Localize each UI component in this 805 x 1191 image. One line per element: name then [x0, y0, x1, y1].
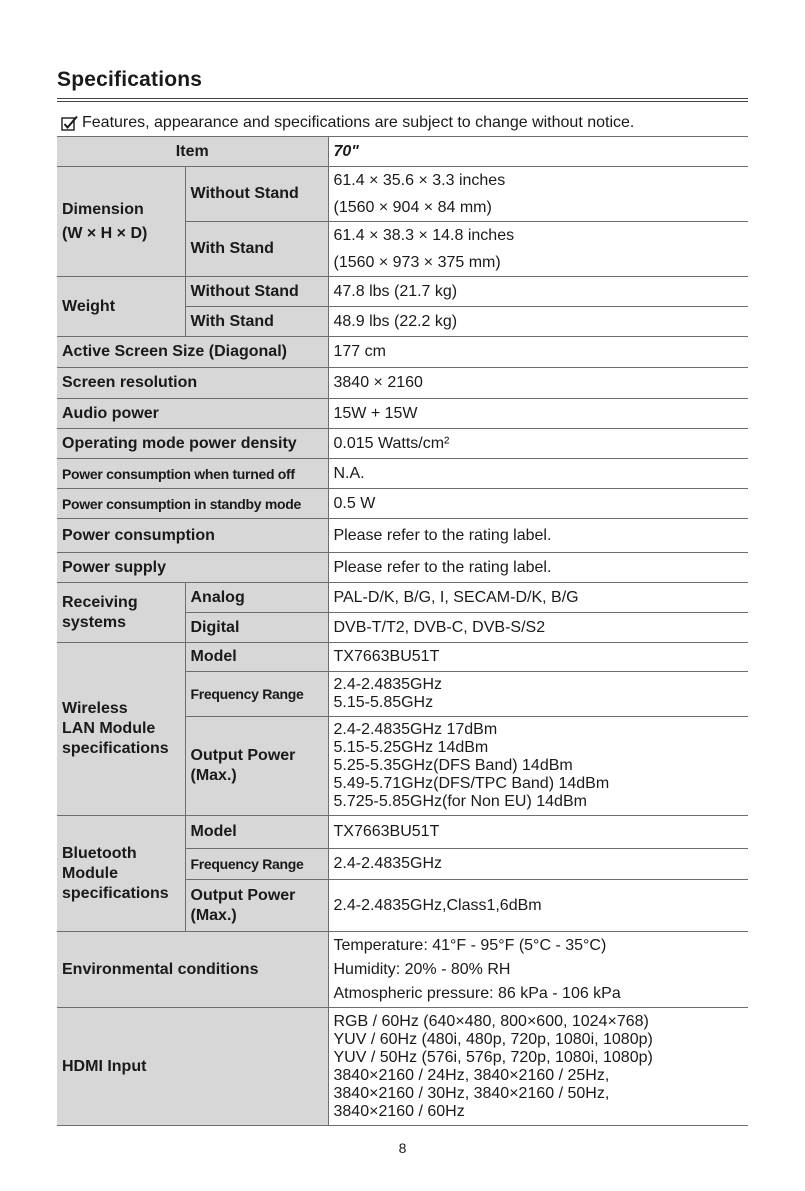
hdmi-value	[328, 1008, 748, 1126]
bluetooth-label-line3: specifications	[62, 884, 169, 902]
bluetooth-model-label: Model	[185, 816, 328, 849]
table-row	[57, 167, 748, 222]
dimension-with-stand-line1: 61.4 × 38.3 × 14.8 inches	[333, 227, 515, 244]
bluetooth-frequency-label: Frequency Range	[185, 849, 328, 880]
weight-without-stand-value: 47.8 lbs (21.7 kg)	[328, 277, 748, 307]
receiving-analog-label: Analog	[185, 583, 328, 613]
dimension-label-line2: (W × H × D)	[62, 224, 148, 242]
wireless-label-line1: Wireless	[62, 700, 128, 717]
notice-text: Features, appearance and specifications are subject to change without notice.	[82, 114, 635, 131]
weight-without-stand-label: Without Stand	[185, 277, 328, 307]
table-row	[57, 277, 748, 307]
hdmi-line: YUV / 60Hz (480i, 480p, 720p, 1080i, 1080p)	[333, 1030, 653, 1048]
active-screen-label: Active Screen Size (Diagonal)	[57, 337, 328, 368]
table-row	[57, 519, 748, 553]
table-row	[57, 337, 748, 368]
weight-with-stand-label: With Stand	[185, 307, 328, 337]
table-header-row	[57, 137, 748, 167]
table-row	[57, 1008, 748, 1126]
power-consumption-label: Power consumption	[57, 519, 328, 553]
dimension-without-stand-line1: 61.4 × 35.6 × 3.3 inches	[333, 172, 506, 189]
bluetooth-output-label-line1: Output Power	[190, 886, 296, 904]
notice	[61, 114, 634, 132]
dimension-without-stand-label: Without Stand	[185, 167, 328, 222]
audio-power-value: 15W + 15W	[328, 399, 748, 429]
dimension-with-stand-line2: (1560 × 973 × 375 mm)	[333, 254, 501, 271]
power-consumption-value: Please refer to the rating label.	[328, 519, 748, 553]
table-row	[57, 583, 748, 613]
hdmi-line: RGB / 60Hz (640×480, 800×600, 1024×768)	[333, 1012, 649, 1030]
page-number: 8	[398, 1140, 407, 1156]
wireless-output-line: 5.15-5.25GHz 14dBm	[333, 739, 489, 756]
dimension-without-stand-line2: (1560 × 904 × 84 mm)	[333, 199, 492, 216]
page-title: Specifications	[57, 68, 203, 91]
receiving-label-line1: Receiving	[62, 593, 138, 611]
weight-with-stand-value: 48.9 lbs (22.2 kg)	[328, 307, 748, 337]
header-item: Item	[57, 137, 328, 167]
bluetooth-label-line1: Bluetooth	[62, 844, 137, 862]
table-row	[57, 489, 748, 519]
dimension-with-stand-label: With Stand	[185, 222, 328, 277]
checkbox-checked-icon	[61, 115, 79, 131]
wireless-output-label-line2: (Max.)	[190, 767, 237, 784]
hdmi-line: 3840×2160 / 30Hz, 3840×2160 / 50Hz,	[333, 1084, 610, 1102]
operating-density-value: 0.015 Watts/cm²	[328, 429, 748, 459]
title-divider	[57, 98, 748, 102]
wireless-frequency-label: Frequency Range	[185, 672, 328, 717]
wireless-output-label	[185, 717, 328, 816]
dimension-label-line1: Dimension	[62, 200, 144, 218]
receiving-analog-value: PAL-D/K, B/G, I, SECAM-D/K, B/G	[328, 583, 748, 613]
environment-line: Atmospheric pressure: 86 kPa - 106 kPa	[333, 984, 621, 1002]
operating-density-label: Operating mode power density	[57, 429, 328, 459]
environment-line: Humidity: 20% - 80% RH	[333, 960, 511, 978]
bluetooth-label-line2: Module	[62, 864, 118, 882]
bluetooth-output-label	[185, 880, 328, 932]
receiving-label	[57, 583, 185, 643]
dimension-without-stand-value	[328, 167, 748, 222]
bluetooth-output-value: 2.4-2.4835GHz,Class1,6dBm	[328, 880, 748, 932]
weight-label: Weight	[57, 277, 185, 337]
wireless-output-line: 2.4-2.4835GHz 17dBm	[333, 721, 498, 738]
bluetooth-frequency-value: 2.4-2.4835GHz	[328, 849, 748, 880]
power-standby-value: 0.5 W	[328, 489, 748, 519]
environment-value	[328, 932, 748, 1008]
hdmi-label: HDMI Input	[57, 1008, 328, 1126]
power-standby-label: Power consumption in standby mode	[57, 489, 328, 519]
receiving-digital-label: Digital	[185, 613, 328, 643]
table-row	[57, 553, 748, 583]
dimension-label	[57, 167, 185, 277]
table-row	[57, 932, 748, 1008]
bluetooth-model-value: TX7663BU51T	[328, 816, 748, 849]
hdmi-line: 3840×2160 / 24Hz, 3840×2160 / 25Hz,	[333, 1066, 610, 1084]
table-row	[57, 429, 748, 459]
power-supply-value: Please refer to the rating label.	[328, 553, 748, 583]
screen-resolution-label: Screen resolution	[57, 368, 328, 399]
wireless-frequency-line2: 5.15-5.85GHz	[333, 694, 434, 711]
hdmi-line: YUV / 50Hz (576i, 576p, 720p, 1080i, 1080p)	[333, 1048, 653, 1066]
audio-power-label: Audio power	[57, 399, 328, 429]
specifications-table	[57, 136, 748, 1126]
screen-resolution-value: 3840 × 2160	[328, 368, 748, 399]
dimension-with-stand-value	[328, 222, 748, 277]
bluetooth-label	[57, 816, 185, 932]
wireless-output-label-line1: Output Power	[190, 747, 296, 764]
power-off-label: Power consumption when turned off	[57, 459, 328, 489]
wireless-output-line: 5.25-5.35GHz(DFS Band) 14dBm	[333, 757, 573, 774]
wireless-label	[57, 643, 185, 816]
header-model: 70"	[328, 137, 748, 167]
wireless-label-line2: LAN Module	[62, 720, 156, 737]
table-row	[57, 643, 748, 672]
power-off-value: N.A.	[328, 459, 748, 489]
wireless-model-value: TX7663BU51T	[328, 643, 748, 672]
wireless-model-label: Model	[185, 643, 328, 672]
table-row	[57, 368, 748, 399]
hdmi-line: 3840×2160 / 60Hz	[333, 1102, 465, 1120]
environment-line: Temperature: 41°F - 95°F (5°C - 35°C)	[333, 936, 607, 954]
bluetooth-output-label-line2: (Max.)	[190, 906, 237, 924]
wireless-frequency-line1: 2.4-2.4835GHz	[333, 676, 443, 693]
table-row	[57, 399, 748, 429]
table-row	[57, 816, 748, 849]
power-supply-label: Power supply	[57, 553, 328, 583]
active-screen-value: 177 cm	[328, 337, 748, 368]
wireless-label-line3: specifications	[62, 740, 169, 757]
wireless-output-value	[328, 717, 748, 816]
receiving-label-line2: systems	[62, 613, 127, 631]
wireless-output-line: 5.725-5.85GHz(for Non EU) 14dBm	[333, 793, 587, 810]
receiving-digital-value: DVB-T/T2, DVB-C, DVB-S/S2	[328, 613, 748, 643]
table-row	[57, 459, 748, 489]
wireless-output-line: 5.49-5.71GHz(DFS/TPC Band) 14dBm	[333, 775, 610, 792]
wireless-frequency-value	[328, 672, 748, 717]
environment-label: Environmental conditions	[57, 932, 328, 1008]
